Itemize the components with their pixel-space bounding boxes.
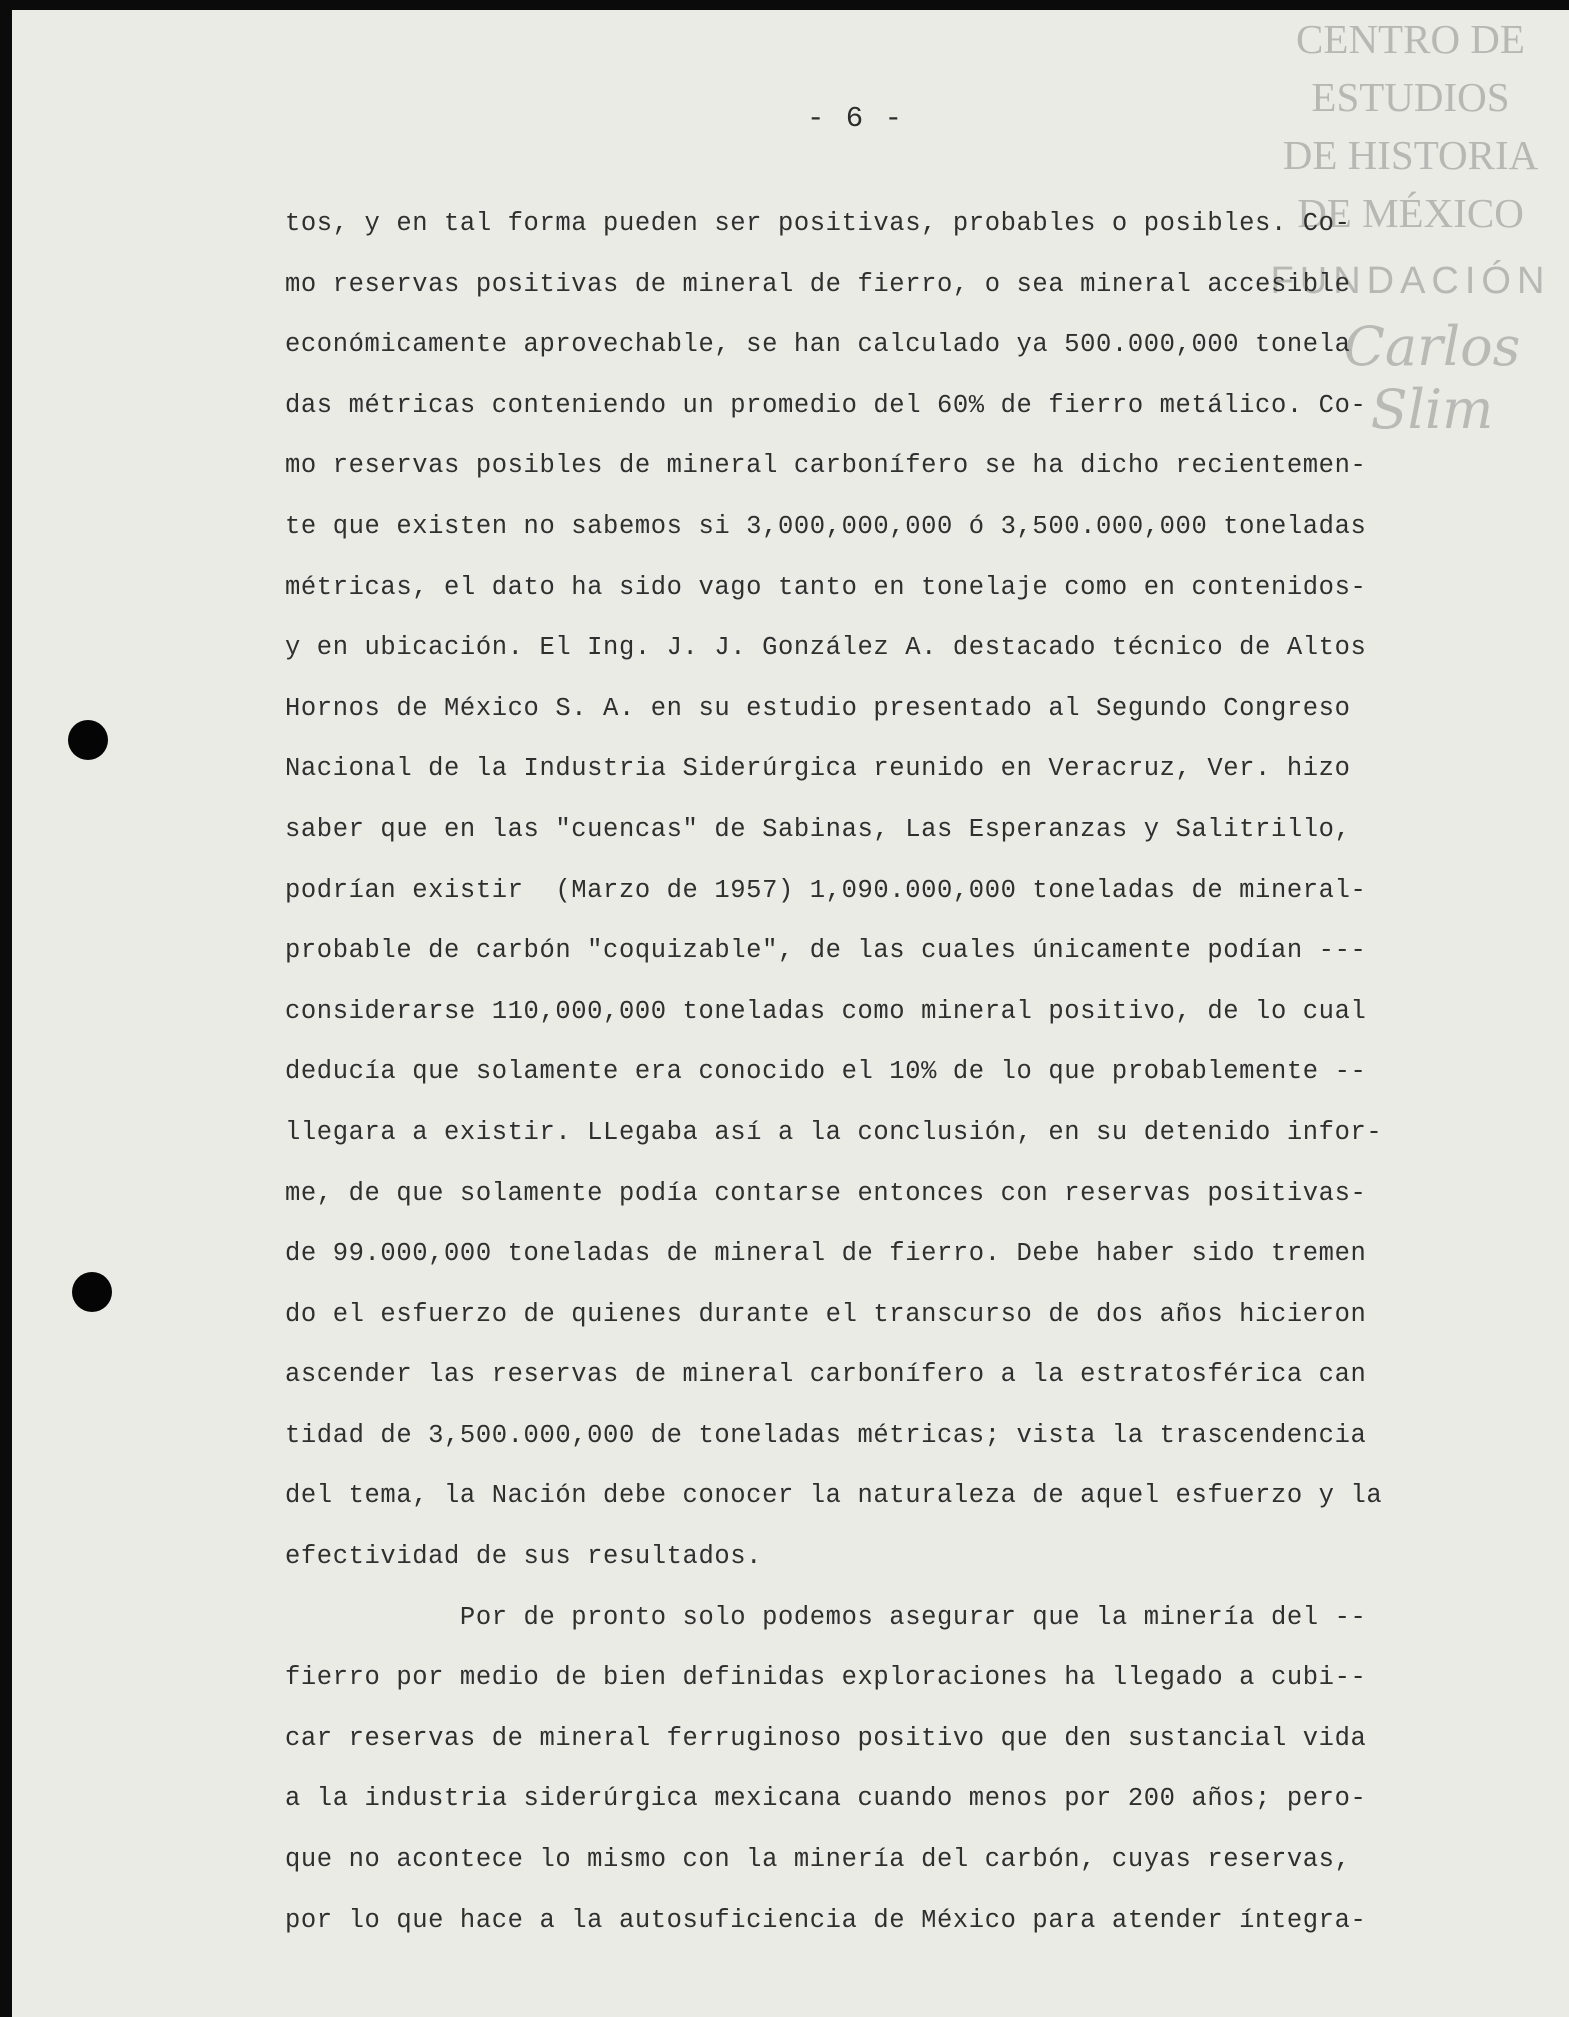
text-line: tos, y en tal forma pueden ser positivas, probables o posibles. Co- [285,209,1351,238]
punch-hole-lower [72,1272,112,1312]
text-line: efectividad de sus resultados. [285,1542,763,1572]
typewritten-body [285,194,1530,1951]
text-line: Por de pronto solo podemos asegurar que la minería del -- [285,1602,1367,1632]
watermark-line-1: CENTRO DE [1296,16,1525,62]
text-line: podrían existir (Marzo de 1957) 1,090.000,000 toneladas de mineral- [285,875,1367,905]
watermark-line-3: DE HISTORIA [1282,132,1539,178]
text-line: fierro por medio de bien definidas exploraciones ha llegado a cubi-- [285,1663,1367,1693]
text-line: ascender las reservas de mineral carbonífero a la estratosférica can [285,1360,1367,1390]
text-line: car reservas de mineral ferruginoso positivo que den sustancial vida [285,1723,1367,1753]
text-line: Nacional de la Industria Siderúrgica reunido en Veracruz, Ver. hizo [285,754,1351,784]
text-line: probable de carbón "coquizable", de las cuales únicamente podían --- [285,936,1367,966]
text-line: del tema, la Nación debe conocer la naturaleza de aquel esfuerzo y la [285,1481,1383,1511]
watermark-line-2: ESTUDIOS [1311,74,1510,120]
text-line: mo reservas posibles de mineral carbonífero se ha dicho recientemen- [285,451,1367,481]
text-line: económicamente aprovechable, se han calculado ya 500.000,000 tonela [285,330,1351,360]
text-line: deducía que solamente era conocido el 10% de lo que probablemente -- [285,1057,1367,1087]
text-line: mo reservas positivas de mineral de fierro, o sea mineral accesible [285,269,1351,299]
text-line: Hornos de México S. A. en su estudio presentado al Segundo Congreso [285,693,1351,723]
watermark-foundation: FUNDACIÓN [1270,260,1551,302]
document-page [12,10,1569,2017]
text-line: que no acontece lo mismo con la minería del carbón, cuyas reservas, [285,1845,1351,1875]
text-line: a la industria siderúrgica mexicana cuando menos por 200 años; pero- [285,1784,1367,1814]
text-line: tidad de 3,500.000,000 de toneladas métricas; vista la trascendencia [285,1420,1367,1450]
punch-hole-upper [68,720,108,760]
text-line: de 99.000,000 toneladas de mineral de fierro. Debe haber sido tremen [285,1239,1367,1269]
text-line: métricas, el dato ha sido vago tanto en tonelaje como en contenidos- [285,572,1367,602]
text-line: por lo que hace a la autosuficiencia de México para atender íntegra- [285,1905,1367,1935]
watermark-line-4: DE MÉXICO [1297,190,1524,236]
page-number: - 6 - [807,102,905,135]
text-line: do el esfuerzo de quienes durante el transcurso de dos años hicieron [285,1299,1367,1329]
text-line: te que existen no sabemos si 3,000,000,000 ó 3,500.000,000 toneladas [285,511,1367,541]
text-line: saber que en las "cuencas" de Sabinas, Las Esperanzas y Salitrillo, [285,814,1351,844]
watermark-signature: Carlos Slim [1343,315,1521,441]
text-line: considerarse 110,000,000 toneladas como mineral positivo, de lo cual [285,996,1367,1026]
text-line: das métricas conteniendo un promedio del 60% de fierro metálico. Co- [285,390,1367,420]
text-line: llegara a existir. LLegaba así a la conclusión, en su detenido infor- [285,1117,1383,1147]
text-line: y en ubicación. El Ing. J. J. González A. destacado técnico de Altos [285,633,1367,663]
text-line: me, de que solamente podía contarse entonces con reservas positivas- [285,1178,1367,1208]
